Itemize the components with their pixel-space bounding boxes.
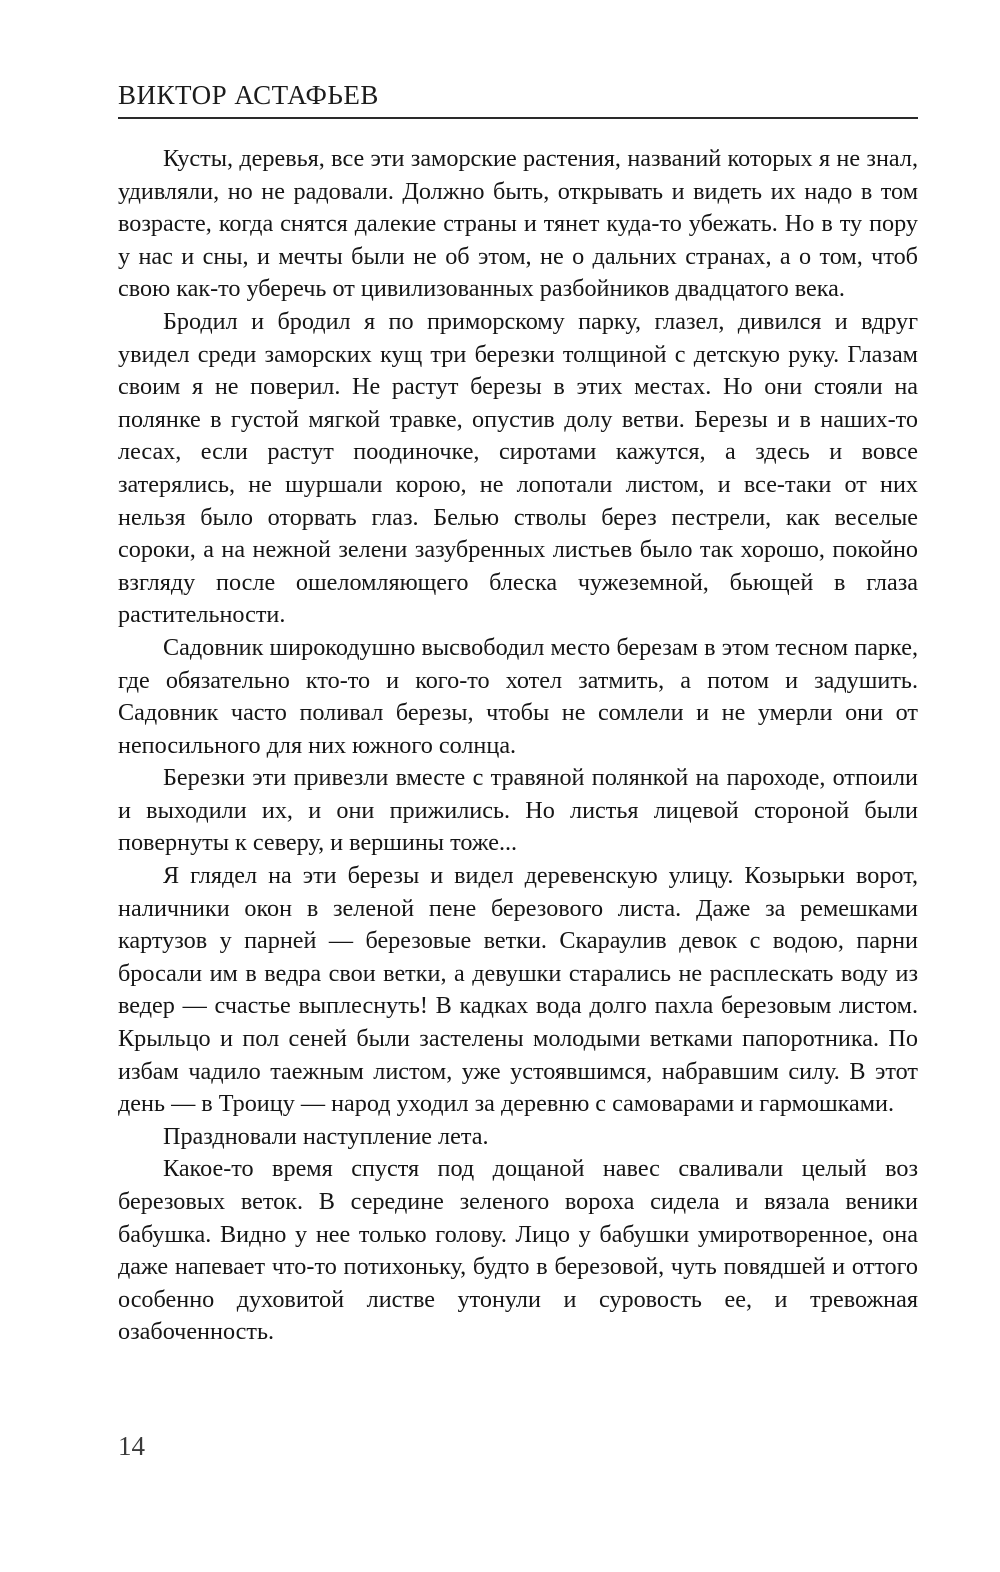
paragraph: Я глядел на эти березы и видел деревенскую улицу. Козырьки ворот, наличники окон в зеленой пене березового листа. Даже за ремешками картузов у парней — березовые ветки. Скараулив девок с водою, парни бросали им в ведра свои ветки, а девушки старались не расплескать воду из ведер — счастье выплеснуть! В кадках вода долго пахла березовым листом. Крыльцо и пол сеней были застелены молодыми ветками папоротника. По избам чадило таежным листом, уже устоявшимся, набравшим силу. В этот день — в Троицу — народ уходил за деревню с самоварами и гармошками. bbox=[118, 862, 918, 1118]
paragraph: Праздновали наступление лета. bbox=[163, 1122, 489, 1150]
paragraph: Садовник широкодушно высвободил место березам в этом тесном парке, где обязательно кто-то и кого-то хотел затмить, а потом и задушить. Садовник часто поливал березы, чтобы не сомлели и не умерли они от непосильного для них южного солнца. bbox=[118, 633, 918, 759]
running-header-author: ВИКТОР АСТАФЬЕВ bbox=[118, 80, 379, 110]
paragraph: Кусты, деревья, все эти заморские растения, названий которых я не знал, удивляли, но не радовали. Должно быть, открывать и видеть их надо в том возрасте, когда снятся далекие страны и тянет куда-то убежать. Но в ту пору у нас и сны, и мечты были не об этом, не о дальних странах, а о том, чтоб свою как-то уберечь от цивилизованных разбойников двадцатого века. bbox=[118, 145, 918, 303]
paragraph: Березки эти привезли вместе с травяной полянкой на пароходе, отпоили и выходили их, и они прижились. Но листья лицевой стороной были повернуты к северу, и вершины тоже... bbox=[118, 764, 918, 857]
header-rule bbox=[118, 117, 918, 119]
paragraph: Какое-то время спустя под дощаной навес сваливали целый воз березовых веток. В середине зеленого вороха сидела и вязала веники бабушка. Видно у нее только голову. Лицо у бабушки умиротворенное, она даже напевает что-то потихоньку, будто в березовой, чуть повядшей и оттого особенно духовитой листве утонули и суровость ее, и тревожная озабоченность. bbox=[118, 1155, 918, 1346]
paragraph: Бродил и бродил я по приморскому парку, глазел, дивился и вдруг увидел среди заморских кущ три березки толщиной с детскую руку. Глазам своим я не поверил. Не растут березы в этих местах. Но они стояли на полянке в густой мягкой травке, опустив долу ветви. Березы и в наших-то лесах, если растут поодиночке, сиротами кажутся, а здесь и вовсе затерялись, не шуршали корою, не лопотали листом, и все-таки от них нельзя было оторвать глаз. Белью стволы берез пестрели, как веселые сороки, а на нежной зелени зазубренных листьев было так хорошо, покойно взгляду после ошеломляющего блеска чужеземной, бьющей в глаза растительности. bbox=[118, 307, 918, 629]
page-number: 14 bbox=[118, 1431, 145, 1461]
body-text bbox=[118, 143, 918, 1349]
